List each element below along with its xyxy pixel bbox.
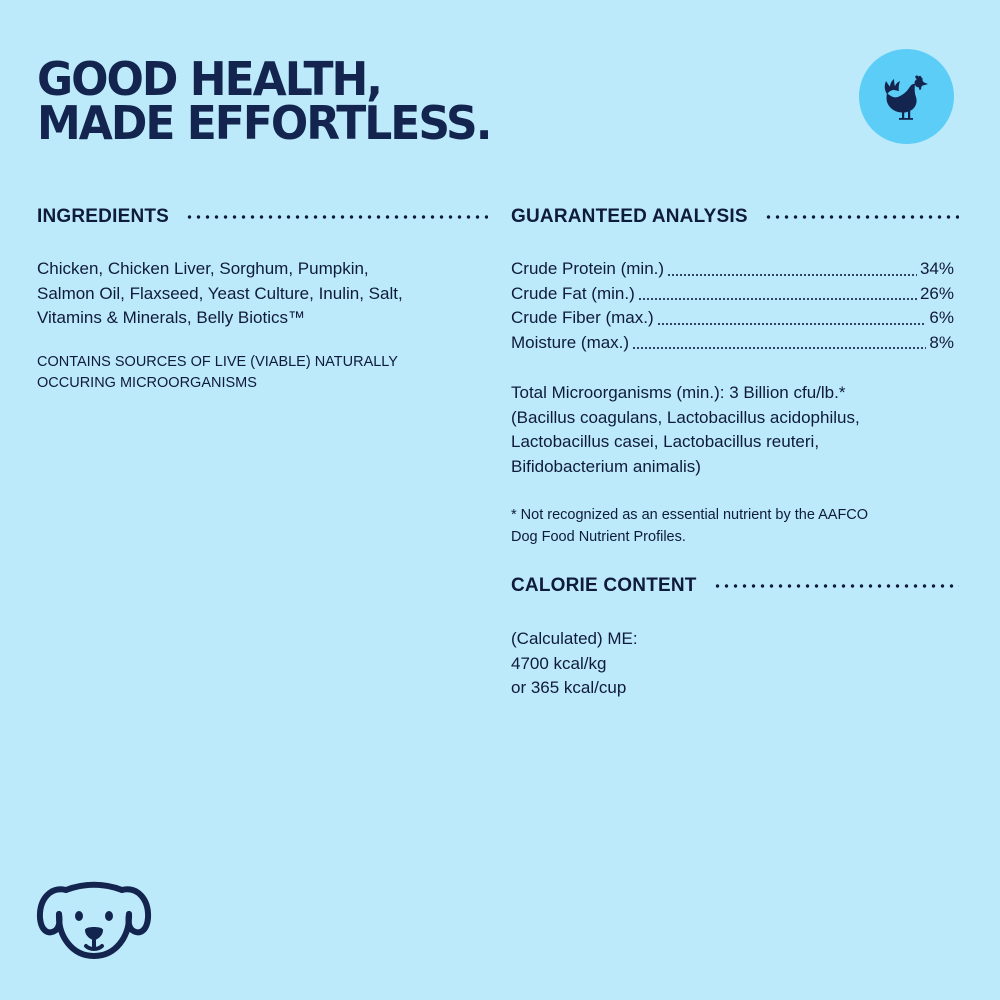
ingredients-line-1: Chicken, Chicken Liver, Sorghum, Pumpkin, xyxy=(37,259,369,278)
aafco-footnote-line-1: * Not recognized as an essential nutrient by the AAFCO xyxy=(511,507,869,523)
analysis-row-leader xyxy=(638,298,917,300)
analysis-heading-divider xyxy=(764,215,959,219)
microorganisms-line-1: Total Microorganisms (min.): 3 Billion cfu/lb.* xyxy=(511,383,846,402)
analysis-row-leader xyxy=(657,323,927,325)
microorganisms-note-line-2: OCCURING MICROORGANISMS xyxy=(37,375,257,391)
aafco-footnote xyxy=(511,504,971,548)
analysis-row xyxy=(511,331,954,356)
microorganisms-note-line-1: CONTAINS SOURCES OF LIVE (VIABLE) NATURALLY xyxy=(37,354,398,370)
aafco-footnote-line-2: Dog Food Nutrient Profiles. xyxy=(511,529,686,545)
microorganisms-total xyxy=(511,381,961,479)
analysis-row xyxy=(511,306,954,331)
analysis-row-value: 6% xyxy=(929,308,954,327)
analysis-heading-label: GUARANTEED ANALYSIS xyxy=(511,206,748,227)
analysis-row xyxy=(511,257,954,282)
microorganisms-line-3: Lactobacillus casei, Lactobacillus reuteri, xyxy=(511,432,820,451)
analysis-row-leader xyxy=(632,347,926,349)
chicken-icon xyxy=(882,72,932,122)
ingredients-heading-label: INGREDIENTS xyxy=(37,206,170,227)
calorie-heading-label: CALORIE CONTENT xyxy=(511,575,697,596)
ingredients-line-2: Salmon Oil, Flaxseed, Yeast Culture, Inulin, Salt, xyxy=(37,283,403,303)
analysis-row xyxy=(511,282,954,307)
ingredients-heading-divider xyxy=(185,215,488,219)
analysis-row-leader xyxy=(667,274,917,276)
analysis-table xyxy=(511,257,954,355)
calorie-heading xyxy=(511,575,959,597)
dog-face-icon xyxy=(36,880,152,960)
calorie-line-1: (Calculated) ME: xyxy=(511,629,638,648)
microorganisms-note xyxy=(37,352,487,394)
page-title-line-2: MADE EFFORTLESS. xyxy=(37,96,491,151)
analysis-row-value: 26% xyxy=(919,283,954,303)
analysis-row-value: 34% xyxy=(919,259,954,278)
calorie-content xyxy=(511,627,961,701)
ingredients-line-3: Vitamins & Minerals, Belly Biotics™ xyxy=(37,308,305,327)
ingredients-list xyxy=(37,257,487,331)
analysis-row-label: Crude Protein (min.) xyxy=(511,259,665,278)
calorie-line-3: or 365 kcal/cup xyxy=(511,678,627,697)
microorganisms-line-4: Bifidobacterium animalis) xyxy=(511,456,701,476)
analysis-row-label: Moisture (max.) xyxy=(511,332,630,352)
analysis-heading xyxy=(511,206,959,228)
analysis-row-value: 8% xyxy=(929,332,954,352)
microorganisms-line-2: (Bacillus coagulans, Lactobacillus acidophilus, xyxy=(511,407,860,427)
page-title-line-1: GOOD HEALTH, xyxy=(37,52,382,107)
analysis-row-label: Crude Fiber (max.) xyxy=(511,308,654,327)
protein-badge xyxy=(859,49,954,144)
analysis-row-label: Crude Fat (min.) xyxy=(511,283,635,303)
calorie-heading-divider xyxy=(713,584,959,588)
calorie-line-2: 4700 kcal/kg xyxy=(511,653,607,673)
ingredients-heading xyxy=(37,206,488,228)
page-title xyxy=(37,52,491,151)
